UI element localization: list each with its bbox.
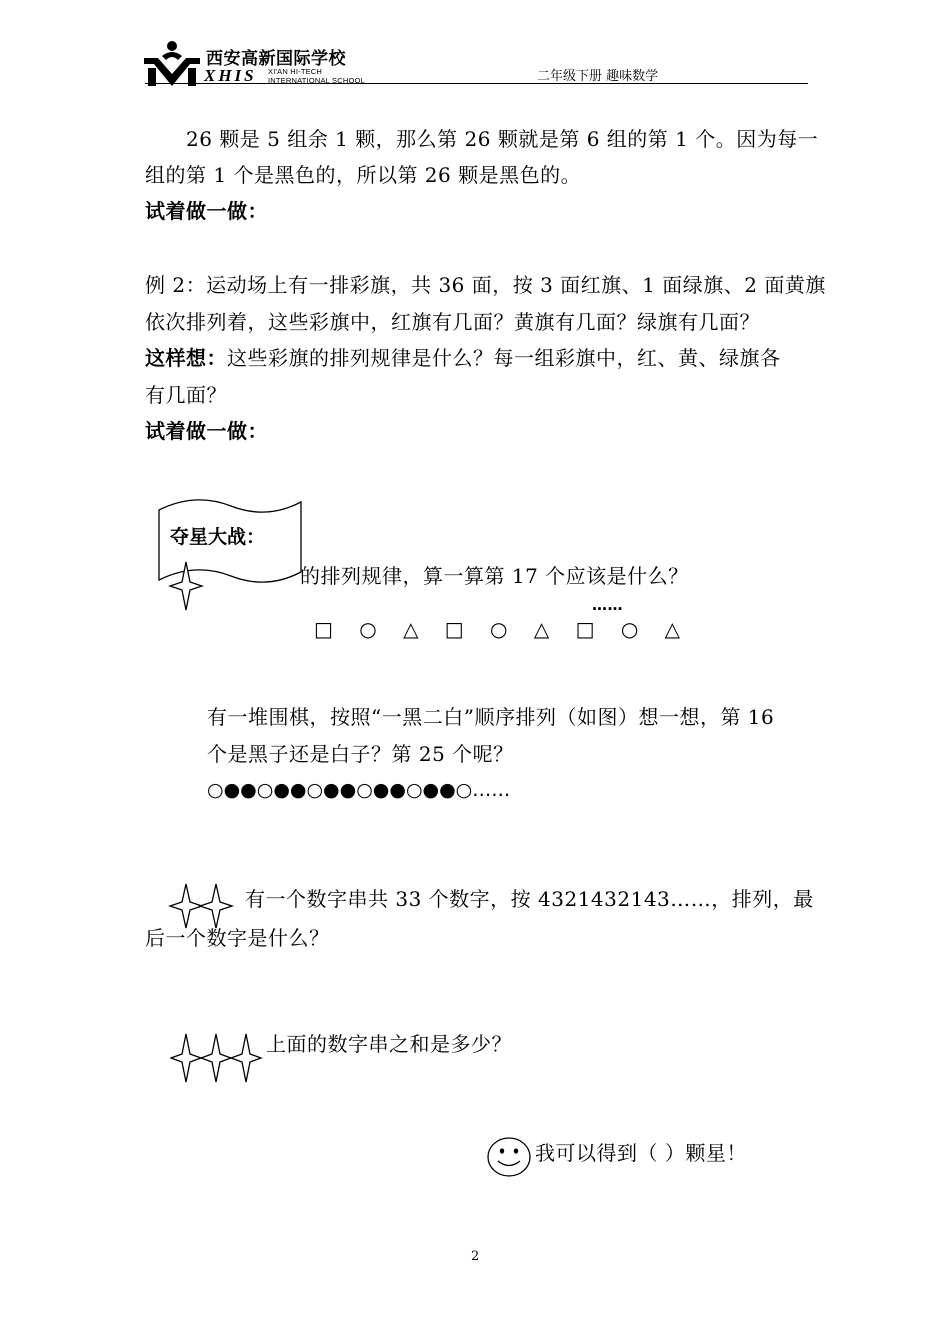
try-heading-2: 试着做一做：	[145, 419, 268, 443]
course-title: 二年级下册 趣味数学	[537, 69, 659, 84]
school-name-en-2: INTERNATIONAL SCHOOL	[268, 76, 365, 85]
think-text: 这些彩旗的排列规律是什么？每一组彩旗中，红、黄、绿旗各	[227, 346, 781, 370]
try-heading-1: 试着做一做：	[145, 199, 268, 223]
think-label: 这样想：	[145, 346, 227, 370]
school-name-en-1: XI'AN HI-TECH	[268, 67, 323, 76]
q2-stone-sequence: ○●●○●●○●●○●●○●●○……	[207, 779, 511, 801]
para1-line1: 26 颗是 5 组余 1 颗，那么第 26 颗就是第 6 组的第 1 个。因为每一	[186, 127, 819, 151]
page-number: 2	[471, 1249, 480, 1264]
q3-line1: 有一个数字串共 33 个数字，按 4321432143……，排列，最	[245, 887, 814, 911]
think-line2: 有几面？	[145, 383, 227, 407]
think-line1	[145, 339, 781, 377]
q3-line2: 后一个数字是什么？	[145, 926, 330, 950]
smiley-icon	[486, 1136, 532, 1178]
example2-line1: 例 2：运动场上有一排彩旗，共 36 面，按 3 面红旗、1 面绿旗、2 面黄旗	[145, 273, 826, 297]
header-divider	[145, 83, 808, 84]
school-name-cn: 西安高新国际学校	[206, 49, 346, 69]
q4-text: 上面的数字串之和是多少？	[266, 1032, 512, 1056]
stars-result-text: 我可以得到（ ）颗星！	[535, 1141, 747, 1165]
page-header	[0, 0, 950, 90]
banner-title: 夺星大战：	[170, 526, 266, 548]
para1-line2: 组的第 1 个是黑色的，所以第 26 颗是黑色的。	[145, 163, 582, 187]
q1-text: 的排列规律，算一算第 17 个应该是什么？	[300, 564, 689, 588]
example2-line2: 依次排列着，这些彩旗中，红旗有几面？黄旗有几面？绿旗有几面？	[145, 310, 760, 334]
three-stars-icon	[170, 1032, 264, 1084]
school-abbr: XHIS	[204, 66, 257, 85]
q1-shape-sequence: □ ○ △ □ ○ △ □ ○ △	[314, 617, 691, 641]
q2-line2: 个是黑子还是白子？第 25 个呢？	[207, 742, 514, 766]
star-icon	[168, 560, 204, 612]
q1-dots: ……	[592, 596, 623, 614]
q2-line1: 有一堆围棋，按照“一黑二白”顺序排列（如图）想一想，第 16	[207, 705, 775, 729]
